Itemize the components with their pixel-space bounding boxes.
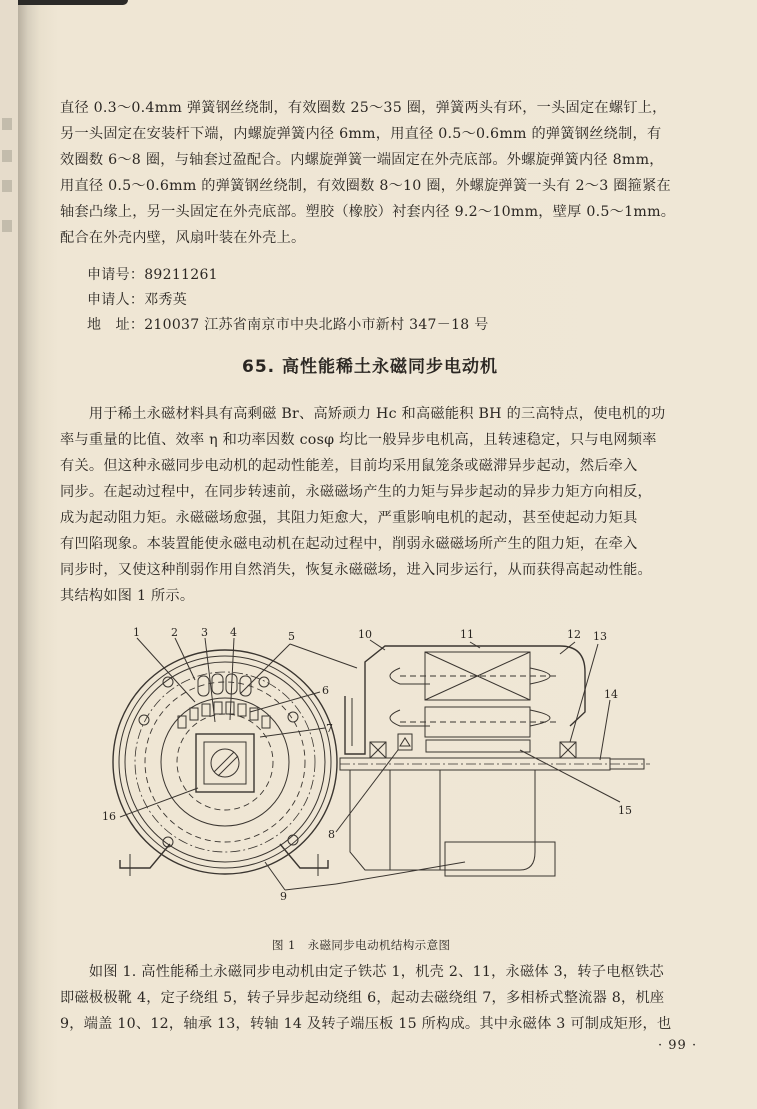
callout-3: 3: [201, 626, 208, 639]
callout-4: 4: [230, 626, 237, 639]
callout-8: 8: [328, 828, 335, 841]
text-line: 效圈数 6～8 圈，与轴套过盈配合。内螺旋弹簧一端固定在外壳底部。外螺旋弹簧内径 8mm，: [60, 152, 664, 168]
text-line: 用直径 0.5～0.6mm 的弹簧钢丝绕制，有效圈数 8～10 圈，外螺旋弹簧一头有 2～3 圈箍紧在: [60, 178, 671, 194]
address-label: 地 址：: [87, 317, 145, 333]
text-line: 有凹陷现象。本装置能使永磁电动机在起动过程中，削弱永磁磁场所产生的阻力矩，在牵入: [60, 536, 638, 552]
diagram-svg: [100, 622, 660, 922]
callout-2: 2: [171, 626, 178, 639]
text-line: 用于稀土永磁材料具有高剩磁 Br、高矫顽力 Hc 和高磁能积 BH 的三高特点，使电机的功: [60, 406, 666, 422]
text-line: 9，端盖 10、12，轴承 13，转轴 14 及转子端压板 15 所构成。其中永磁体 3 可制成矩形，也: [60, 1016, 672, 1032]
text-line: 另一头固定在安装杆下端，内螺旋弹簧内径 6mm，用直径 0.5～0.6mm 的弹簧钢丝绕制，有: [60, 126, 662, 142]
address: 210037 江苏省南京市中央北路小市新村 347－18 号: [144, 317, 489, 333]
applicant-name: 邓秀英: [144, 292, 188, 308]
callout-1: 1: [133, 626, 140, 639]
callout-10: 10: [358, 628, 372, 641]
end-view: [102, 626, 357, 876]
callout-16: 16: [102, 810, 116, 823]
callout-12: 12: [567, 628, 581, 641]
callout-13: 13: [593, 630, 607, 643]
application-number: 89211261: [144, 267, 218, 283]
callout-11: 11: [460, 628, 474, 641]
text-line: 配合在外壳内壁，风扇叶装在外壳上。: [60, 230, 306, 246]
text-line: 成为起动阻力矩。永磁磁场愈强，其阻力矩愈大，严重影响电机的起动，甚至使起动力矩具: [60, 510, 638, 526]
text-line: 同步时，又使这种削弱作用自然消失，恢复永磁磁场，进入同步运行，从而获得高起动性能。: [60, 562, 652, 578]
motor-structure-diagram: [100, 622, 660, 922]
applicant-label: 申请人：: [87, 292, 145, 308]
text-line: 直径 0.3～0.4mm 弹簧钢丝绕制，有效圈数 25～35 圈，弹簧两头有环，一头固定在螺钉上，: [60, 100, 667, 116]
application-number-row: [87, 264, 218, 284]
text-line: 即磁极极靴 4，定子绕组 5，转子异步起动绕组 6，起动去磁绕组 7，多相桥式整流器 8，机座: [60, 990, 665, 1006]
callout-9: 9: [280, 890, 287, 903]
page-number: · 99 ·: [658, 1038, 698, 1053]
application-number-label: 申请号：: [87, 267, 145, 283]
text-line: 其结构如图 1 所示。: [60, 588, 195, 604]
section-view: [265, 628, 650, 903]
text-line: 同步。在起动过程中，在同步转速前，永磁磁场产生的力矩与异步起动的异步力矩方向相反，: [60, 484, 652, 500]
section-title: 65. 高性能稀土永磁同步电动机: [242, 357, 499, 377]
scan-edge-shadow: [18, 0, 128, 5]
text-line: 率与重量的比值、效率 η 和功率因数 cosφ 均比一般异步电机高，且转速稳定，只与电网频率: [60, 432, 657, 448]
text-line: 轴套凸缘上，另一头固定在外壳底部。塑胶（橡胶）衬套内径 9.2～10mm，壁厚 0.5～1mm。: [60, 204, 676, 220]
callout-5: 5: [288, 630, 295, 643]
facing-page-margin: [0, 0, 18, 1109]
text-line: 如图 1. 高性能稀土永磁同步电动机由定子铁芯 1，机壳 2、11，永磁体 3，转子电枢铁芯: [60, 964, 664, 980]
address-row: [87, 314, 489, 334]
figure-caption: 图 1 永磁同步电动机结构示意图: [272, 938, 451, 952]
text-line: 有关。但这种永磁同步电动机的起动性能差，目前均采用鼠笼条或磁滞异步起动，然后牵入: [60, 458, 638, 474]
callout-14: 14: [604, 688, 618, 701]
callout-15: 15: [618, 804, 632, 817]
applicant-row: [87, 289, 187, 309]
callout-6: 6: [322, 684, 329, 697]
callout-7: 7: [326, 722, 333, 735]
